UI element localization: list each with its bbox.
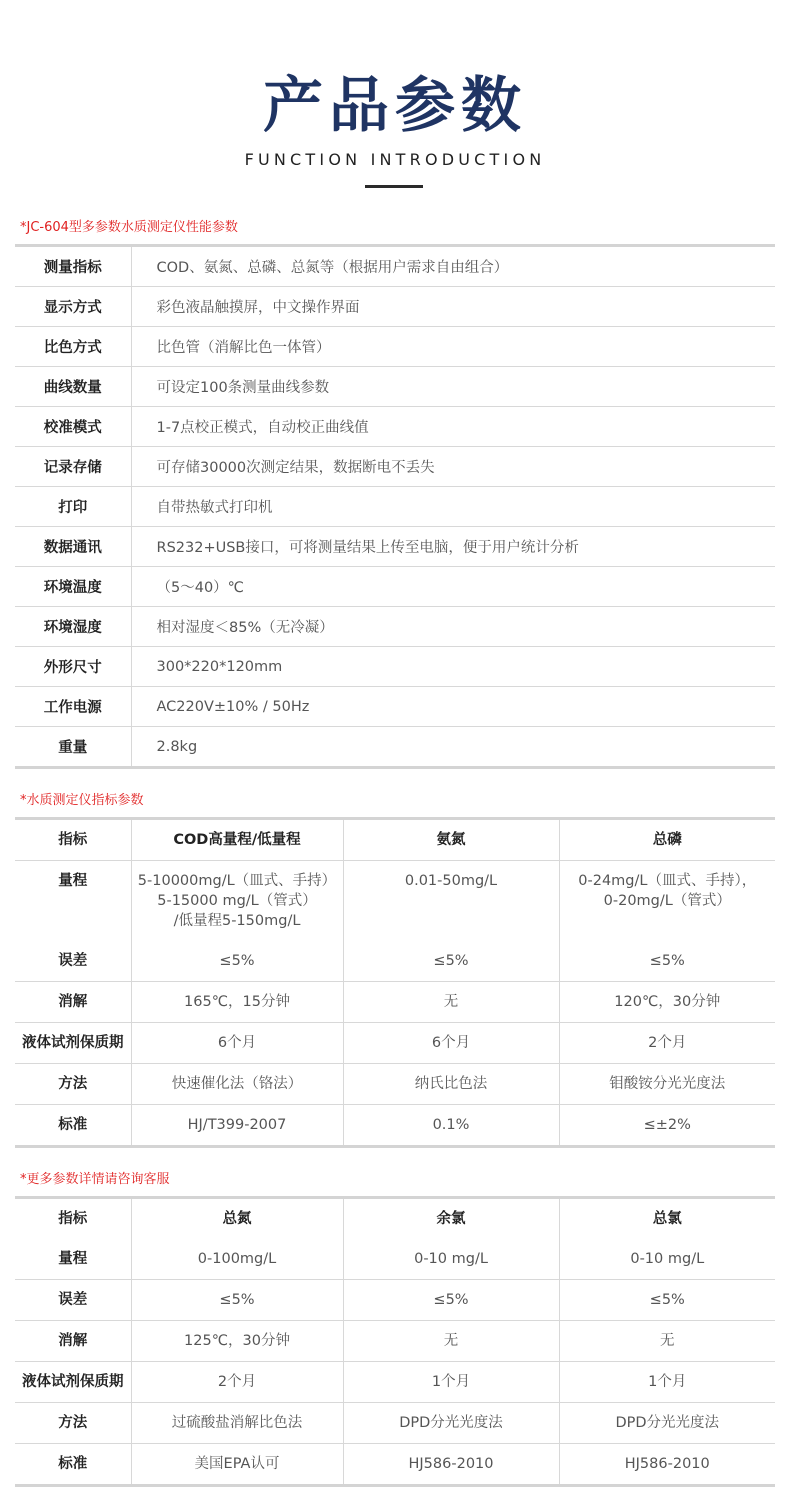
page-header <box>0 0 790 214</box>
cell-line: 5-15000 mg/L（管式） <box>157 893 317 909</box>
table-cell: 0.1% <box>343 1105 559 1147</box>
table-cell: 0-10 mg/L <box>559 1239 775 1280</box>
spec-value: 可存储30000次测定结果，数据断电不丢失 <box>131 447 775 487</box>
table-cell: 无 <box>343 982 559 1023</box>
page-subtitle: FUNCTION INTRODUCTION <box>244 150 546 169</box>
table-cell: ≤5% <box>343 1280 559 1321</box>
cell-line: 5-10000mg/L（皿式、手持） <box>137 873 337 889</box>
table-cell: ≤5% <box>131 1280 343 1321</box>
table-row <box>15 1023 775 1064</box>
spec-key: 环境温度 <box>15 567 131 607</box>
spec-row <box>15 287 775 327</box>
header-cell: 余氯 <box>343 1198 559 1240</box>
spec-row <box>15 687 775 727</box>
spec-key: 重量 <box>15 727 131 768</box>
table-cell: ≤5% <box>131 941 343 982</box>
table-cell: ≤5% <box>559 1280 775 1321</box>
cell-line: /低量程5-150mg/L <box>173 913 301 929</box>
section-label-performance: *JC-604型多参数水质测定仪性能参数 <box>20 220 238 235</box>
spec-value: 比色管（消解比色一体管） <box>131 327 775 367</box>
table-cell: 0-100mg/L <box>131 1239 343 1280</box>
section-label-more: *更多参数详情请咨询客服 <box>20 1172 170 1187</box>
spec-row <box>15 367 775 407</box>
table-cell: 1个月 <box>343 1362 559 1403</box>
table-cell: 165℃，15分钟 <box>131 982 343 1023</box>
table-cell: 2个月 <box>131 1362 343 1403</box>
section-label-indicators: *水质测定仪指标参数 <box>20 793 144 808</box>
page-title: 产品参数 <box>263 71 527 141</box>
performance-spec-table <box>15 244 775 769</box>
spec-value: 彩色液晶触摸屏，中文操作界面 <box>131 287 775 327</box>
header-cell: COD高量程/低量程 <box>131 819 343 861</box>
cell-line: 0-24mg/L（皿式、手持）， <box>578 873 757 889</box>
spec-value: 1-7点校正模式，自动校正曲线值 <box>131 407 775 447</box>
table-cell: 无 <box>343 1321 559 1362</box>
table-header-row <box>15 819 775 861</box>
spec-value: 可设定100条测量曲线参数 <box>131 367 775 407</box>
table-row <box>15 1239 775 1280</box>
header-cell: 指标 <box>15 1198 131 1240</box>
table-cell: 2个月 <box>559 1023 775 1064</box>
spec-value: COD、氨氮、总磷、总氮等（根据用户需求自由组合） <box>131 246 775 287</box>
table-cell: ≤5% <box>559 941 775 982</box>
spec-key: 曲线数量 <box>15 367 131 407</box>
table-cell: DPD分光光度法 <box>559 1403 775 1444</box>
range-cell-cod <box>131 861 343 942</box>
cell-line: 0.01-50mg/L <box>404 873 498 889</box>
spec-row <box>15 527 775 567</box>
spec-value: RS232+USB接口，可将测量结果上传至电脑，便于用户统计分析 <box>131 527 775 567</box>
table-cell: 美国EPA认可 <box>131 1444 343 1486</box>
header-cell: 氨氮 <box>343 819 559 861</box>
row-key: 消解 <box>15 1321 131 1362</box>
row-key: 误差 <box>15 941 131 982</box>
row-key: 方法 <box>15 1064 131 1105</box>
range-cell-ammonia <box>343 861 559 942</box>
spec-row <box>15 727 775 768</box>
table-cell: ≤5% <box>343 941 559 982</box>
row-key: 方法 <box>15 1403 131 1444</box>
table-row <box>15 861 775 942</box>
table-cell: 过硫酸盐消解比色法 <box>131 1403 343 1444</box>
table-header-row <box>15 1198 775 1240</box>
spec-key: 工作电源 <box>15 687 131 727</box>
spec-key: 环境湿度 <box>15 607 131 647</box>
spec-row <box>15 567 775 607</box>
spec-key: 外形尺寸 <box>15 647 131 687</box>
header-cell: 总磷 <box>559 819 775 861</box>
row-key: 液体试剂保质期 <box>15 1023 131 1064</box>
table-row <box>15 1362 775 1403</box>
spec-value: 300*220*120mm <box>131 647 775 687</box>
header-cell: 总氯 <box>652 1211 682 1227</box>
table-cell: 纳氏比色法 <box>343 1064 559 1105</box>
spec-row <box>15 407 775 447</box>
indicator-table-2 <box>15 1196 775 1487</box>
row-key: 标准 <box>15 1444 131 1486</box>
spec-row <box>15 327 775 367</box>
table-cell: 0-10 mg/L <box>343 1239 559 1280</box>
spec-value: 相对湿度＜85%（无冷凝） <box>131 607 775 647</box>
title-underline <box>365 185 423 188</box>
header-cell: 指标 <box>15 819 131 861</box>
spec-row <box>15 246 775 287</box>
cell-line: 0-20mg/L（管式） <box>603 893 731 909</box>
table-cell: HJ586-2010 <box>624 1456 710 1472</box>
range-cell-phosphorus <box>559 861 775 942</box>
table-cell: HJ586-2010 <box>343 1444 559 1486</box>
row-key: 量程 <box>15 1239 131 1280</box>
row-key: 标准 <box>15 1105 131 1147</box>
table-cell: HJ/T399-2007 <box>131 1105 343 1147</box>
row-key: 液体试剂保质期 <box>15 1362 131 1403</box>
table-row <box>15 982 775 1023</box>
table-row <box>15 1403 775 1444</box>
spec-row <box>15 447 775 487</box>
spec-row <box>15 647 775 687</box>
indicator-table-1 <box>15 817 775 1148</box>
table-cell: 快速催化法（铬法） <box>131 1064 343 1105</box>
table-cell: ≤±2% <box>643 1117 691 1133</box>
spec-key: 校准模式 <box>15 407 131 447</box>
spec-key: 打印 <box>15 487 131 527</box>
table-row <box>15 1064 775 1105</box>
table-cell: 无 <box>559 1321 775 1362</box>
table-row <box>15 1444 775 1486</box>
spec-key: 数据通讯 <box>15 527 131 567</box>
table-row <box>15 1321 775 1362</box>
spec-value: （5～40）℃ <box>131 567 775 607</box>
spec-value: 2.8kg <box>156 738 198 755</box>
table-cell: 125℃，30分钟 <box>131 1321 343 1362</box>
table-cell: DPD分光光度法 <box>343 1403 559 1444</box>
table-row <box>15 941 775 982</box>
table-cell: 6个月 <box>343 1023 559 1064</box>
spec-key: 测量指标 <box>15 246 131 287</box>
table-row <box>15 1105 775 1147</box>
header-cell: 总氮 <box>131 1198 343 1240</box>
row-key: 消解 <box>15 982 131 1023</box>
table-cell: 6个月 <box>131 1023 343 1064</box>
spec-key: 记录存储 <box>15 447 131 487</box>
row-key: 量程 <box>15 861 131 942</box>
table-cell: 120℃，30分钟 <box>559 982 775 1023</box>
spec-row <box>15 487 775 527</box>
spec-value: AC220V±10% / 50Hz <box>131 687 775 727</box>
spec-key: 显示方式 <box>15 287 131 327</box>
spec-key: 比色方式 <box>15 327 131 367</box>
spec-row <box>15 607 775 647</box>
table-cell: 1个月 <box>559 1362 775 1403</box>
table-row <box>15 1280 775 1321</box>
row-key: 误差 <box>15 1280 131 1321</box>
spec-value: 自带热敏式打印机 <box>131 487 775 527</box>
table-cell: 钼酸铵分光光度法 <box>559 1064 775 1105</box>
